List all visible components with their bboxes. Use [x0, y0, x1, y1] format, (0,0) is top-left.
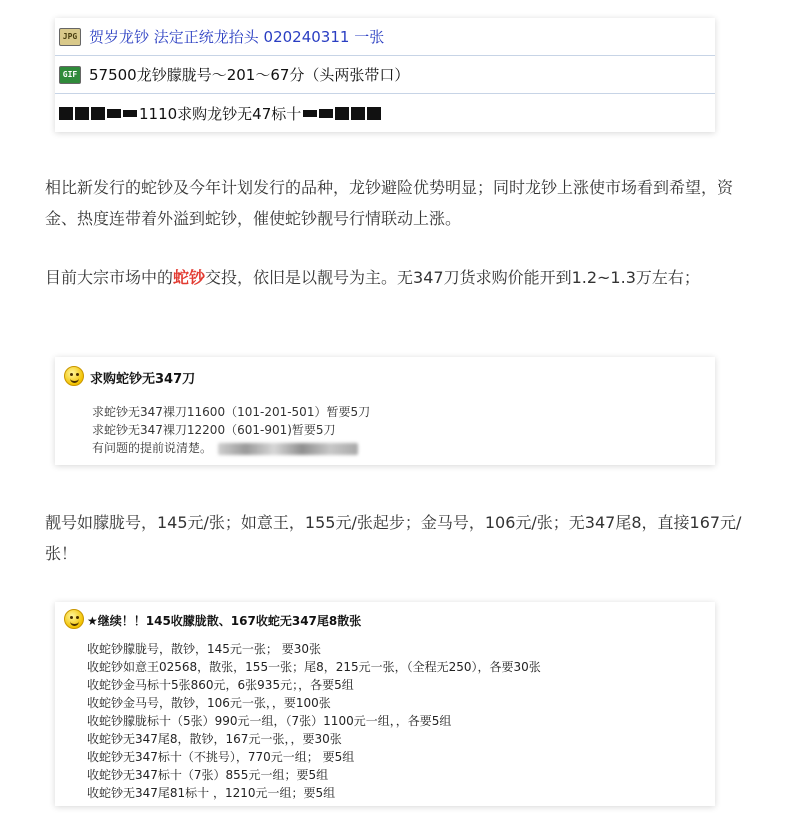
card-title: 求购蛇钞无347刀	[90, 372, 196, 387]
list-item-text[interactable]: 57500龙钞朦胧号～201～67分（头两张带口）	[89, 66, 410, 84]
redaction-block	[335, 107, 349, 120]
card-line: 求蛇钞无347裸刀11600（101-201-501）暂要5刀	[92, 405, 371, 419]
redaction-block	[319, 109, 333, 118]
card-line: 收蛇钞朦胧号，散钞，145元一张； 要30张	[87, 642, 321, 656]
paragraph-text: 目前大宗市场中的	[45, 268, 174, 287]
redaction-block	[107, 109, 121, 118]
list-item[interactable]	[55, 56, 715, 94]
list-item-link[interactable]: 贺岁龙钞 法定正统龙抬头 020240311 一张	[89, 28, 385, 46]
jpg-icon: JPG	[59, 28, 81, 46]
redaction-block	[351, 107, 365, 120]
card-line: 收蛇钞无347尾81标十 ，1210元一组；要5组	[87, 786, 336, 800]
smiley-icon	[64, 366, 84, 386]
article-paragraph: 靓号如朦胧号，145元/张；如意王，155元/张起步；金马号，106元/张；无347尾8，直接167元/张！	[45, 513, 742, 563]
card-cutoff-fade	[55, 800, 715, 806]
article-paragraph	[45, 262, 745, 293]
article-paragraph: 相比新发行的蛇钞及今年计划发行的品种，龙钞避险优势明显；同时龙钞上涨使市场看到希望，资金、热度连带着外溢到蛇钞，催使蛇钞靓号行情联动上涨。	[45, 178, 734, 228]
redaction-block	[367, 107, 381, 120]
card-line: 收蛇钞无347标十（7张）855元一组；要5组	[87, 768, 329, 782]
card-line	[92, 439, 358, 456]
list-item[interactable]	[55, 94, 715, 132]
buy-list-card	[55, 602, 715, 806]
redaction-block	[123, 110, 137, 117]
gif-icon: GIF	[59, 66, 81, 84]
blurred-contact	[218, 443, 358, 455]
card-line: 收蛇钞金马标十5张860元，6张935元；，各要5组	[87, 678, 354, 692]
buy-request-card	[55, 357, 715, 465]
redaction-block	[75, 107, 89, 120]
list-item[interactable]	[55, 18, 715, 56]
list-item-text[interactable]: 1110求购龙钞无47标十	[139, 104, 302, 123]
card-line: 收蛇钞朦胧标十（5张）990元一组，（7张）1100元一组，，各要5组	[87, 714, 452, 728]
redaction-block	[59, 107, 73, 120]
highlight-link[interactable]: 蛇钞	[173, 268, 206, 287]
smiley-icon	[64, 609, 84, 629]
card-line: 收蛇钞如意王02568，散张，155一张；尾8，215元一张，（全程无250），各要30张	[87, 660, 541, 674]
card-line: 收蛇钞金马号，散钞，106元一张，，要100张	[87, 696, 331, 710]
card-line: 收蛇钞无347尾8，散钞，167元一张，，要30张	[87, 732, 342, 746]
card-title: ★继续！！145收朦胧散、167收蛇无347尾8散张	[87, 614, 362, 628]
card-line: 收蛇钞无347标十（不挑号），770元一组； 要5组	[87, 750, 355, 764]
paragraph-text: 交投，依旧是以靓号为主。无347刀货求购价能开到1.2~1.3万左右；	[205, 268, 700, 287]
redaction-block	[303, 110, 317, 117]
card-line: 求蛇钞无347裸刀12200（601-901)暂要5刀	[92, 423, 336, 437]
card-line-text: 有问题的提前说清楚。	[92, 441, 213, 455]
file-list-card	[55, 18, 715, 132]
redaction-block	[91, 107, 105, 120]
